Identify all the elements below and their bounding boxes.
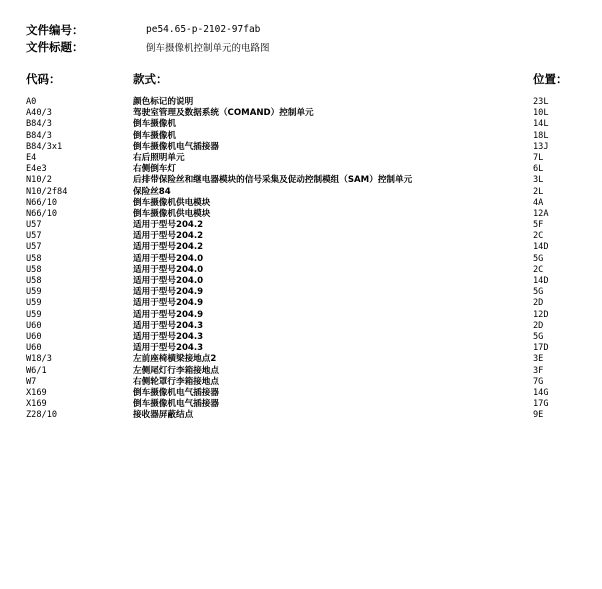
component-description: 左前座椅横梁接地点2 (133, 354, 217, 365)
component-position: 2D (533, 298, 544, 309)
component-position: 14G (533, 387, 549, 398)
component-description: 倒车摄像机供电模块 (133, 197, 211, 208)
component-code: N10/2 (26, 175, 52, 186)
component-description: 驾驶室管理及数据系统（COMAND）控制单元 (133, 108, 314, 119)
component-list (26, 97, 572, 421)
table-row (26, 354, 572, 365)
component-code: X169 (26, 399, 47, 410)
component-code: U58 (26, 276, 42, 286)
table-row (26, 388, 572, 399)
component-code: U60 (26, 320, 42, 331)
table-row (26, 220, 572, 231)
header-style: 款式： (133, 72, 168, 86)
table-row (26, 287, 572, 298)
table-header (26, 71, 572, 87)
component-description: 倒车摄像机供电模块 (133, 208, 211, 219)
header-position: 位置： (533, 72, 568, 86)
component-position: 9E (533, 410, 544, 421)
component-position: 6L (533, 164, 544, 175)
table-row (26, 108, 572, 119)
table-row (26, 242, 572, 253)
component-position: 2C (533, 231, 544, 242)
table-row (26, 343, 572, 354)
table-row (26, 254, 572, 265)
component-description: 适用于型号204.3 (133, 320, 204, 331)
component-description: 适用于型号204.2 (133, 220, 204, 231)
component-description: 倒车摄像机 (133, 119, 176, 130)
component-position: 13J (533, 141, 549, 152)
table-row (26, 142, 572, 153)
component-code: U59 (26, 298, 42, 309)
component-code: B84/3x1 (26, 141, 63, 152)
component-position: 5G (533, 331, 544, 342)
component-position: 7G (533, 376, 544, 387)
component-position: 7L (533, 152, 544, 163)
component-position: 12D (533, 309, 549, 320)
component-description: 倒车摄像机电气插接器 (133, 399, 219, 410)
component-description: 适用于型号204.9 (133, 309, 204, 320)
table-row (26, 321, 572, 332)
component-position: 12A (533, 208, 549, 219)
component-code: U57 (26, 220, 42, 231)
component-position: 3E (533, 354, 544, 365)
document-number-value: pe54.65-p-2102-97fab (146, 24, 261, 35)
component-position: 5G (533, 253, 544, 264)
table-row (26, 119, 572, 130)
component-description: 倒车摄像机电气插接器 (133, 141, 219, 152)
component-code: U59 (26, 287, 42, 298)
component-position: 14L (533, 119, 549, 130)
component-description: 适用于型号204.3 (133, 343, 204, 354)
component-position: 5G (533, 287, 544, 298)
component-position: 18L (533, 130, 549, 141)
component-description: 颜色标记的说明 (133, 97, 194, 107)
component-code: A40/3 (26, 108, 52, 119)
table-row (26, 97, 572, 108)
table-row (26, 298, 572, 309)
component-description: 右后照明单元 (133, 152, 185, 163)
component-position: 2L (533, 186, 544, 197)
component-code: A0 (26, 97, 37, 107)
component-description: 倒车摄像机 (133, 130, 176, 141)
document-title-value: 倒车摄像机控制单元的电路图 (146, 42, 270, 54)
component-description: 后排带保险丝和继电器模块的信号采集及促动控制模组（SAM）控制单元 (133, 175, 413, 186)
component-description: 适用于型号204.0 (133, 276, 204, 286)
table-row (26, 209, 572, 220)
component-description: 倒车摄像机电气插接器 (133, 387, 219, 398)
component-code: B84/3 (26, 130, 52, 141)
table-row (26, 175, 572, 186)
component-code: N10/2f84 (26, 186, 68, 197)
table-row (26, 310, 572, 321)
component-description: 右侧倒车灯 (133, 164, 176, 175)
component-code: W18/3 (26, 354, 52, 365)
component-code: W6/1 (26, 365, 47, 376)
component-description: 保险丝84 (133, 186, 171, 197)
component-code: E4 (26, 152, 37, 163)
document-meta (26, 21, 270, 55)
table-row (26, 366, 572, 377)
component-description: 适用于型号204.2 (133, 231, 204, 242)
component-position: 2C (533, 264, 544, 275)
table-row (26, 399, 572, 410)
document-title-row (26, 38, 270, 55)
table-row (26, 198, 572, 209)
component-code: W7 (26, 376, 37, 387)
table-row (26, 410, 572, 421)
component-code: N66/10 (26, 197, 58, 208)
component-description: 右侧轮罩行李箱接地点 (133, 376, 219, 387)
table-row (26, 164, 572, 175)
component-description: 适用于型号204.9 (133, 298, 204, 309)
component-code: U60 (26, 331, 42, 342)
component-code: U58 (26, 253, 42, 264)
component-position: 10L (533, 108, 549, 119)
table-row (26, 231, 572, 242)
table-row (26, 265, 572, 276)
table-row (26, 131, 572, 142)
component-code: N66/10 (26, 208, 58, 219)
document-number-label: 文件编号： (26, 22, 84, 37)
component-position: 5F (533, 220, 544, 231)
component-position: 23L (533, 97, 549, 107)
component-description: 适用于型号204.9 (133, 287, 204, 298)
component-code: U57 (26, 242, 42, 253)
component-code: Z28/10 (26, 410, 58, 421)
component-description: 适用于型号204.0 (133, 253, 204, 264)
table-row (26, 187, 572, 198)
component-position: 14D (533, 242, 549, 253)
component-code: E4e3 (26, 164, 47, 175)
component-code: X169 (26, 387, 47, 398)
component-position: 14D (533, 276, 549, 286)
component-position: 17G (533, 399, 549, 410)
component-description: 适用于型号204.3 (133, 331, 204, 342)
component-description: 适用于型号204.2 (133, 242, 204, 253)
component-code: U60 (26, 343, 42, 354)
document-title-label: 文件标题： (26, 39, 84, 54)
component-code: U58 (26, 264, 42, 275)
component-description: 左侧尾灯行李箱接地点 (133, 365, 219, 376)
component-position: 3F (533, 365, 544, 376)
component-code: B84/3 (26, 119, 52, 130)
component-code: U57 (26, 231, 42, 242)
component-position: 3L (533, 175, 544, 186)
component-code: U59 (26, 309, 42, 320)
header-code: 代码： (26, 72, 61, 86)
document-number-row (26, 21, 270, 38)
component-position: 2D (533, 320, 544, 331)
component-position: 17D (533, 343, 549, 354)
table-row (26, 332, 572, 343)
component-description: 适用于型号204.0 (133, 264, 204, 275)
table-row (26, 276, 572, 287)
component-description: 接收器屏蔽结点 (133, 410, 194, 421)
table-row (26, 153, 572, 164)
component-position: 4A (533, 197, 544, 208)
table-row (26, 377, 572, 388)
